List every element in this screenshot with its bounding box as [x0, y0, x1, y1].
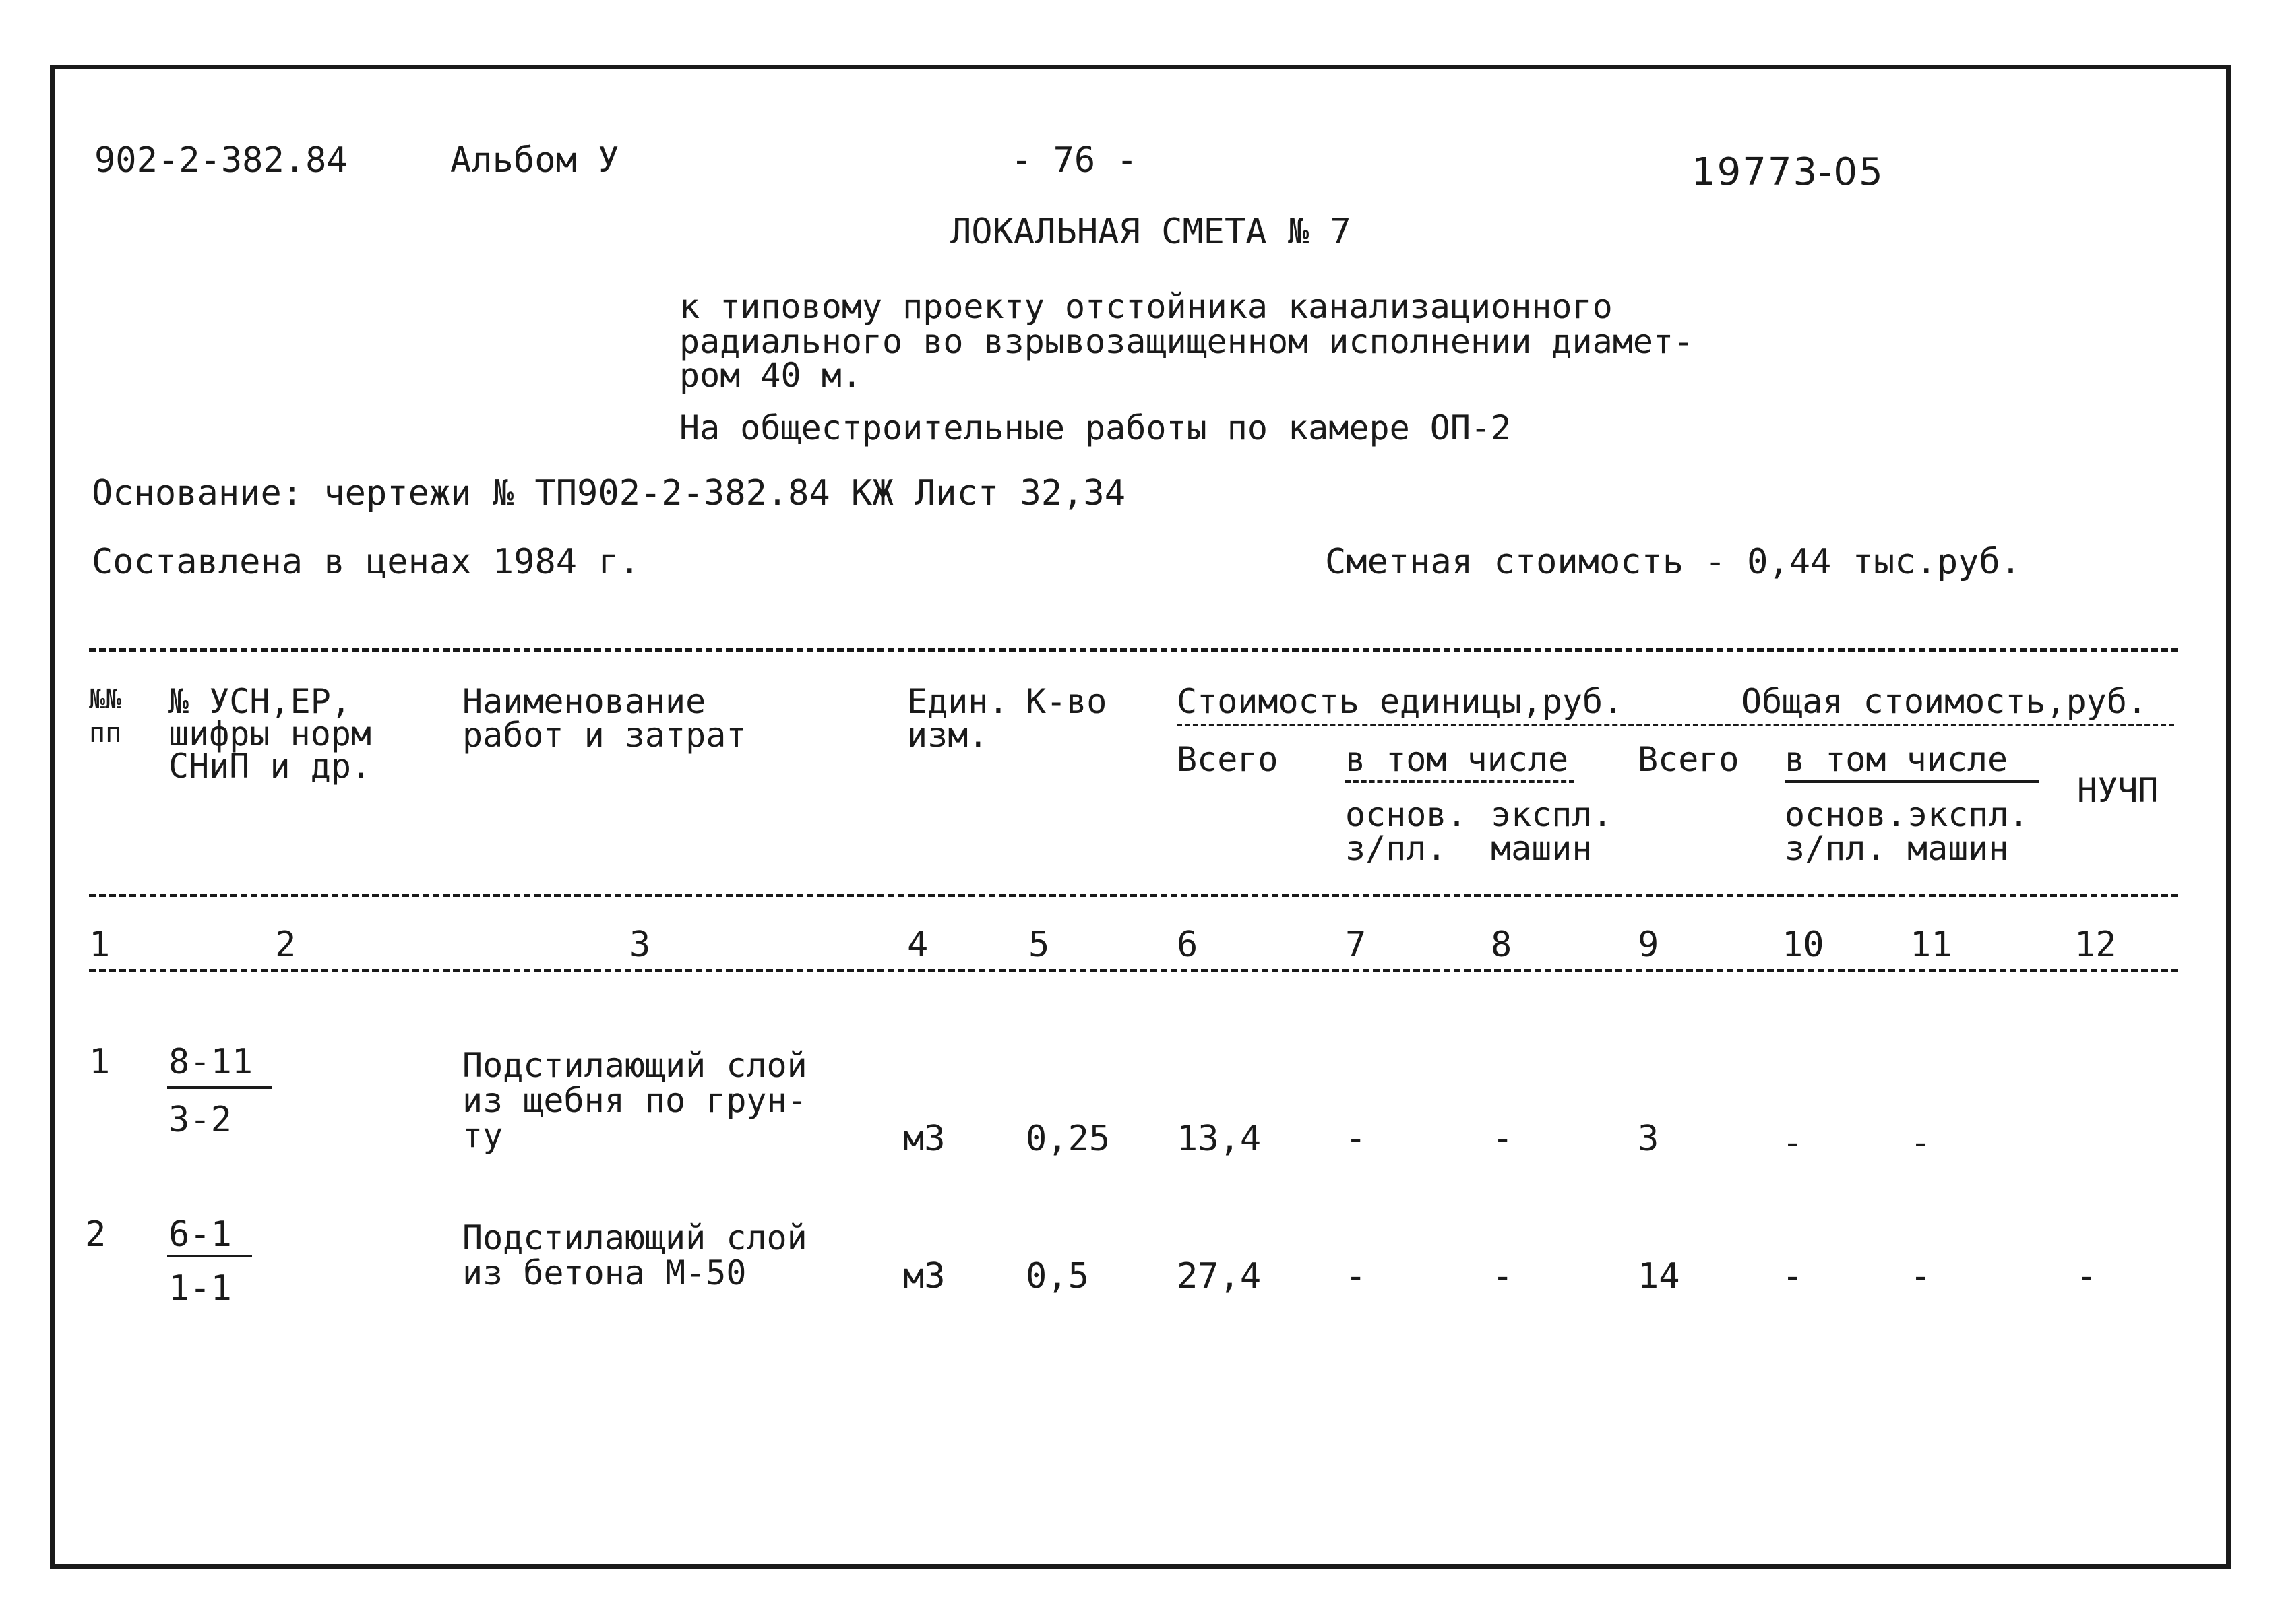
row1-unit: м3 — [903, 1119, 946, 1159]
col-code-header-1: № УСН,ЕР, — [168, 682, 351, 721]
row1-num: 1 — [89, 1042, 111, 1082]
row1-unit-machine: - — [1492, 1119, 1514, 1159]
scope-line: На общестроительные работы по камере ОП-2 — [679, 408, 1512, 447]
row1-total-machine: - — [1910, 1123, 1932, 1163]
unit-wage-header-1: основ. — [1345, 795, 1467, 834]
col-number-1: 1 — [89, 925, 111, 965]
col-unit-header-2: изм. — [907, 716, 989, 755]
row2-code-fraction-bar — [167, 1255, 252, 1257]
estimated-cost: Сметная стоимость - 0,44 тыс.руб. — [1325, 542, 2022, 582]
unit-machine-header-1: экспл. — [1491, 795, 1613, 834]
row2-unit-machine: - — [1492, 1256, 1514, 1297]
col-numbers-rule — [89, 969, 2178, 972]
subtitle-line-2: радиального во взрывозащищенном исполнении диамет- — [679, 322, 1694, 361]
total-wage-header-1: основ. — [1785, 795, 1907, 834]
document-title: ЛОКАЛЬНАЯ СМЕТА № 7 — [950, 212, 1351, 252]
row2-total: 14 — [1638, 1256, 1680, 1297]
row2-total-machine: - — [1910, 1256, 1932, 1297]
col-number-4: 4 — [907, 925, 929, 965]
total-incl-header: в том числе — [1785, 740, 2008, 779]
col-unit-header-1: Един. — [907, 682, 1009, 721]
row1-code-bottom: 3-2 — [168, 1100, 232, 1140]
row1-unit-total: 13,4 — [1177, 1119, 1262, 1159]
group-header-rule — [1177, 724, 2174, 726]
row1-total-wage: - — [1782, 1123, 1803, 1163]
col-num-header-2: пп — [89, 718, 122, 749]
subtitle-line-3: ром 40 м. — [679, 356, 862, 395]
col-number-2: 2 — [275, 925, 297, 965]
prices-line: Составлена в ценах 1984 г. — [92, 542, 640, 582]
row1-total: 3 — [1638, 1119, 1659, 1159]
row1-unit-wage: - — [1345, 1119, 1367, 1159]
row2-unit-total: 27,4 — [1177, 1256, 1262, 1297]
basis-line: Основание: чертежи № ТП902-2-382.84 КЖ Лист 32,34 — [92, 473, 1126, 513]
header-bottom-rule — [89, 894, 2178, 897]
row2-unit-wage: - — [1345, 1256, 1367, 1297]
nuchp-header: НУЧП — [2077, 771, 2159, 810]
unit-incl-rule — [1345, 780, 1574, 783]
row1-code-fraction-bar — [167, 1086, 272, 1089]
page-number: - 76 - — [1011, 140, 1138, 181]
total-total-header: Всего — [1638, 740, 1739, 779]
unit-incl-header: в том числе — [1345, 740, 1569, 779]
row1-name-1: Подстилающий слой — [462, 1046, 807, 1085]
row1-code-top: 8-11 — [168, 1042, 253, 1082]
row2-unit: м3 — [903, 1256, 946, 1297]
col-name-header-2: работ и затрат — [462, 716, 747, 755]
col-number-10: 10 — [1782, 925, 1824, 965]
total-incl-rule — [1785, 780, 2039, 783]
album-label: Альбом У — [450, 140, 619, 181]
unit-machine-header-2: машин — [1491, 829, 1593, 868]
col-number-6: 6 — [1177, 925, 1198, 965]
total-wage-header-2: з/пл. — [1785, 829, 1886, 868]
row1-qty: 0,25 — [1026, 1119, 1111, 1159]
row1-name-3: ту — [462, 1116, 503, 1155]
unit-total-header: Всего — [1177, 740, 1278, 779]
row2-code-top: 6-1 — [168, 1214, 232, 1255]
unit-cost-group-header: Стоимость единицы,руб. — [1177, 682, 1624, 721]
col-name-header-1: Наименование — [462, 682, 706, 721]
total-machine-header-1: экспл. — [1907, 795, 2029, 834]
row2-code-bottom: 1-1 — [168, 1268, 232, 1309]
col-num-header-1: №№ — [89, 684, 122, 715]
unit-wage-header-2: з/пл. — [1345, 829, 1447, 868]
row2-name-1: Подстилающий слой — [462, 1218, 807, 1257]
inventory-number: 19773-05 — [1692, 150, 1884, 194]
col-number-5: 5 — [1028, 925, 1050, 965]
row2-total-wage: - — [1782, 1256, 1803, 1297]
row1-name-2: из щебня по грун- — [462, 1081, 807, 1120]
subtitle-line-1: к типовому проекту отстойника канализационного — [679, 287, 1613, 326]
col-code-header-3: СНиП и др. — [168, 747, 372, 786]
col-number-7: 7 — [1345, 925, 1367, 965]
col-number-11: 11 — [1910, 925, 1952, 965]
total-cost-group-header: Общая стоимость,руб. — [1741, 682, 2148, 721]
col-number-8: 8 — [1491, 925, 1512, 965]
doc-code: 902-2-382.84 — [94, 140, 348, 181]
total-machine-header-2: машин — [1907, 829, 2009, 868]
col-code-header-2: шифры норм — [168, 714, 372, 753]
col-number-9: 9 — [1638, 925, 1659, 965]
row2-num: 2 — [85, 1214, 106, 1255]
table-top-rule — [89, 648, 2178, 652]
col-number-12: 12 — [2074, 925, 2117, 965]
row2-nuchp: - — [2076, 1256, 2097, 1297]
col-number-3: 3 — [629, 925, 651, 965]
row2-name-2: из бетона М-50 — [462, 1253, 747, 1292]
row2-qty: 0,5 — [1026, 1256, 1089, 1297]
col-qty-header: К-во — [1026, 682, 1107, 721]
